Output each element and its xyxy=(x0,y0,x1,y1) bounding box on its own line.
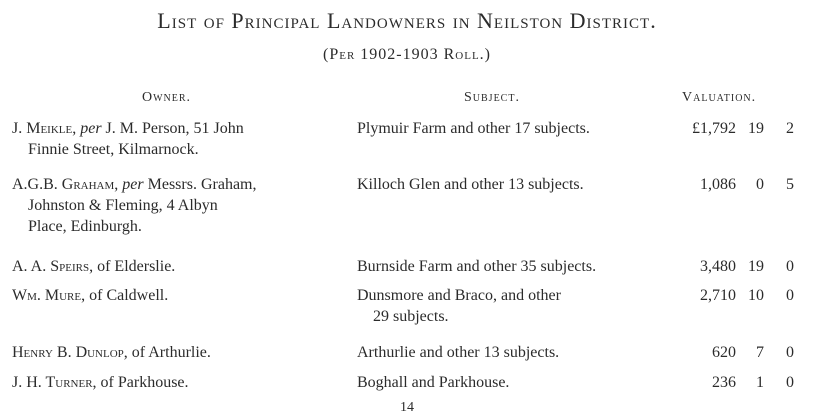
valuation-pounds: 1,086 xyxy=(700,176,736,193)
owner-continuation: Finnie Street, Kilmarnock. xyxy=(28,141,199,158)
valuation-pence: 0 xyxy=(786,344,794,361)
subject-cell: Killoch Glen and other 13 subjects. xyxy=(357,176,584,193)
column-header-owner: Owner. xyxy=(142,90,192,105)
valuation-pounds: 3,480 xyxy=(700,258,736,275)
valuation-shillings: 0 xyxy=(756,176,764,193)
owner-detail: J. M. Person, 51 John xyxy=(101,120,244,137)
valuation-pence: 5 xyxy=(786,176,794,193)
page-title: List of Principal Landowners in Neilston District. xyxy=(157,8,657,33)
owner-detail: of Arthurlie. xyxy=(127,344,211,361)
owner-cell xyxy=(12,372,342,393)
owner-cell xyxy=(12,174,342,237)
subject-cell: Boghall and Parkhouse. xyxy=(357,374,510,391)
owner-per: per xyxy=(80,120,102,137)
subject-cell: Plymuir Farm and other 17 subjects. xyxy=(357,120,590,137)
owner-name: Henry B. Dunlop, xyxy=(12,344,128,361)
subject-cell: Arthurlie and other 13 subjects. xyxy=(357,344,560,361)
owner-continuation: Place, Edinburgh. xyxy=(28,218,142,235)
owner-per: per xyxy=(122,176,144,193)
owner-cell xyxy=(12,118,342,160)
valuation-pence: 0 xyxy=(786,374,794,391)
owner-name: A. A. Speirs, xyxy=(12,258,94,275)
valuation-pence: 0 xyxy=(786,258,794,275)
valuation-pounds: £1,792 xyxy=(692,120,736,137)
valuation-shillings: 10 xyxy=(748,287,764,304)
owner-cell xyxy=(12,256,342,277)
subject-cell xyxy=(357,285,665,327)
valuation-pence: 0 xyxy=(786,287,794,304)
owner-detail: of Parkhouse. xyxy=(96,374,189,391)
valuation-pence: 2 xyxy=(786,120,794,137)
owner-detail: Messrs. Graham, xyxy=(143,176,257,193)
valuation-shillings: 19 xyxy=(748,120,764,137)
page-number: 14 xyxy=(400,400,414,415)
owner-name: J. Meikle, xyxy=(12,120,77,137)
owner-cell xyxy=(12,285,342,306)
subject-text: Dunsmore and Braco, and other xyxy=(357,287,561,304)
owner-name: Wm. Mure, xyxy=(12,287,86,304)
valuation-shillings: 19 xyxy=(748,258,764,275)
valuation-pounds: 620 xyxy=(712,344,736,361)
valuation-pounds: 236 xyxy=(712,374,736,391)
owner-continuation: Johnston & Fleming, 4 Albyn xyxy=(28,197,218,214)
owner-name: A.G.B. Graham, xyxy=(12,176,119,193)
column-header-valuation: Valuation. xyxy=(682,90,757,105)
subject-cell: Burnside Farm and other 35 subjects. xyxy=(357,258,597,275)
subject-continuation: 29 subjects. xyxy=(373,308,449,325)
owner-name: J. H. Turner, xyxy=(12,374,97,391)
owner-cell xyxy=(12,342,342,363)
page-subtitle: (Per 1902-1903 Roll.) xyxy=(323,46,491,63)
valuation-shillings: 1 xyxy=(756,374,764,391)
valuation-shillings: 7 xyxy=(756,344,764,361)
owner-detail: of Elderslie. xyxy=(93,258,176,275)
valuation-pounds: 2,710 xyxy=(700,287,736,304)
column-header-subject: Subject. xyxy=(464,90,520,105)
owner-detail: of Caldwell. xyxy=(85,287,169,304)
